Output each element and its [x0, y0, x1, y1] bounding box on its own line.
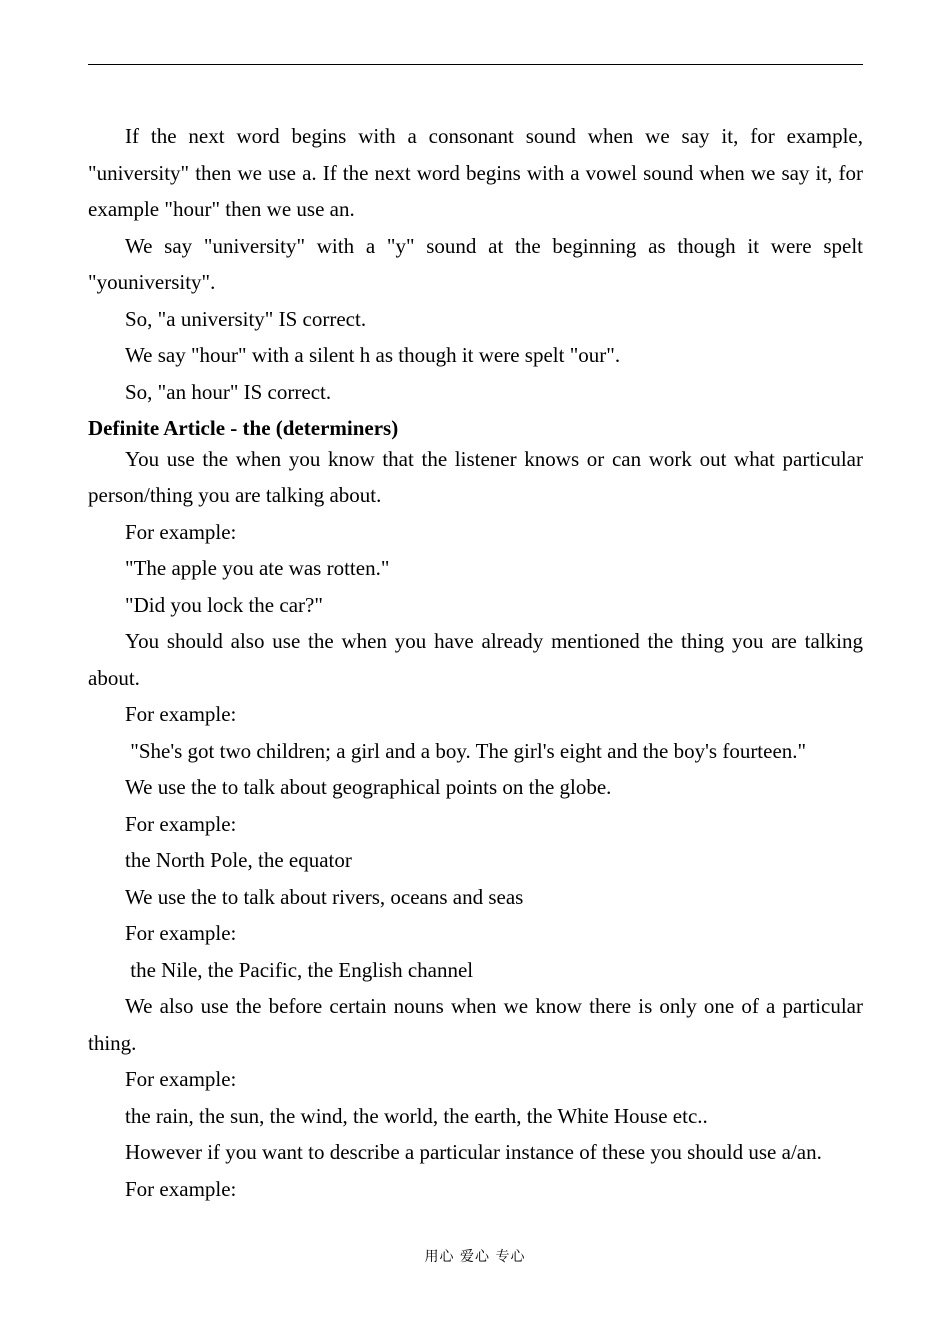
- paragraph: However if you want to describe a particular instance of these you should use a/an.: [125, 1140, 822, 1164]
- example-line: "Did you lock the car?": [125, 592, 323, 617]
- page-footer: 用心 爱心 专心: [424, 1249, 526, 1265]
- example-line: "The apple you ate was rotten.": [125, 556, 390, 580]
- paragraph: If the next word begins with a consonant sound when we say it, for example, "university" then we use a. If the next word begins with a vowel sound when we say it, for example "hour" then we use an.: [88, 124, 863, 221]
- header-rule: [88, 64, 863, 65]
- example-line: "She's got two children; a girl and a boy. The girl's eight and the boy's fourteen.": [125, 738, 807, 763]
- paragraph: We say "hour" with a silent h as though it were spelt "our".: [125, 343, 621, 367]
- paragraph: We use the to talk about geographical points on the globe.: [125, 775, 612, 799]
- paragraph: For example:: [125, 811, 237, 836]
- section-heading: Definite Article - the (determiners): [88, 416, 399, 440]
- paragraph: For example:: [125, 921, 237, 945]
- paragraph: We use the to talk about rivers, oceans and seas: [125, 884, 524, 909]
- paragraph: We also use the before certain nouns when we know there is only one of a particular thing.: [88, 994, 863, 1055]
- example-line: the Nile, the Pacific, the English channel: [125, 957, 474, 982]
- paragraph: For example:: [125, 519, 237, 544]
- paragraph: You use the when you know that the listener knows or can work out what particular person/thing you are talking about.: [88, 446, 863, 507]
- paragraph: So, "a university" IS correct.: [125, 306, 367, 331]
- document-body: [88, 118, 863, 1207]
- example-line: the North Pole, the equator: [125, 848, 352, 872]
- example-line: the rain, the sun, the wind, the world, the earth, the White House etc..: [125, 1103, 708, 1128]
- paragraph: So, "an hour" IS correct.: [125, 379, 332, 404]
- paragraph: For example:: [125, 1067, 237, 1091]
- paragraph: For example:: [125, 702, 237, 726]
- paragraph: We say "university" with a "y" sound at the beginning as though it were spelt "youniversity".: [88, 233, 863, 294]
- paragraph: For example:: [125, 1176, 237, 1201]
- paragraph: You should also use the when you have already mentioned the thing you are talking about.: [88, 629, 863, 690]
